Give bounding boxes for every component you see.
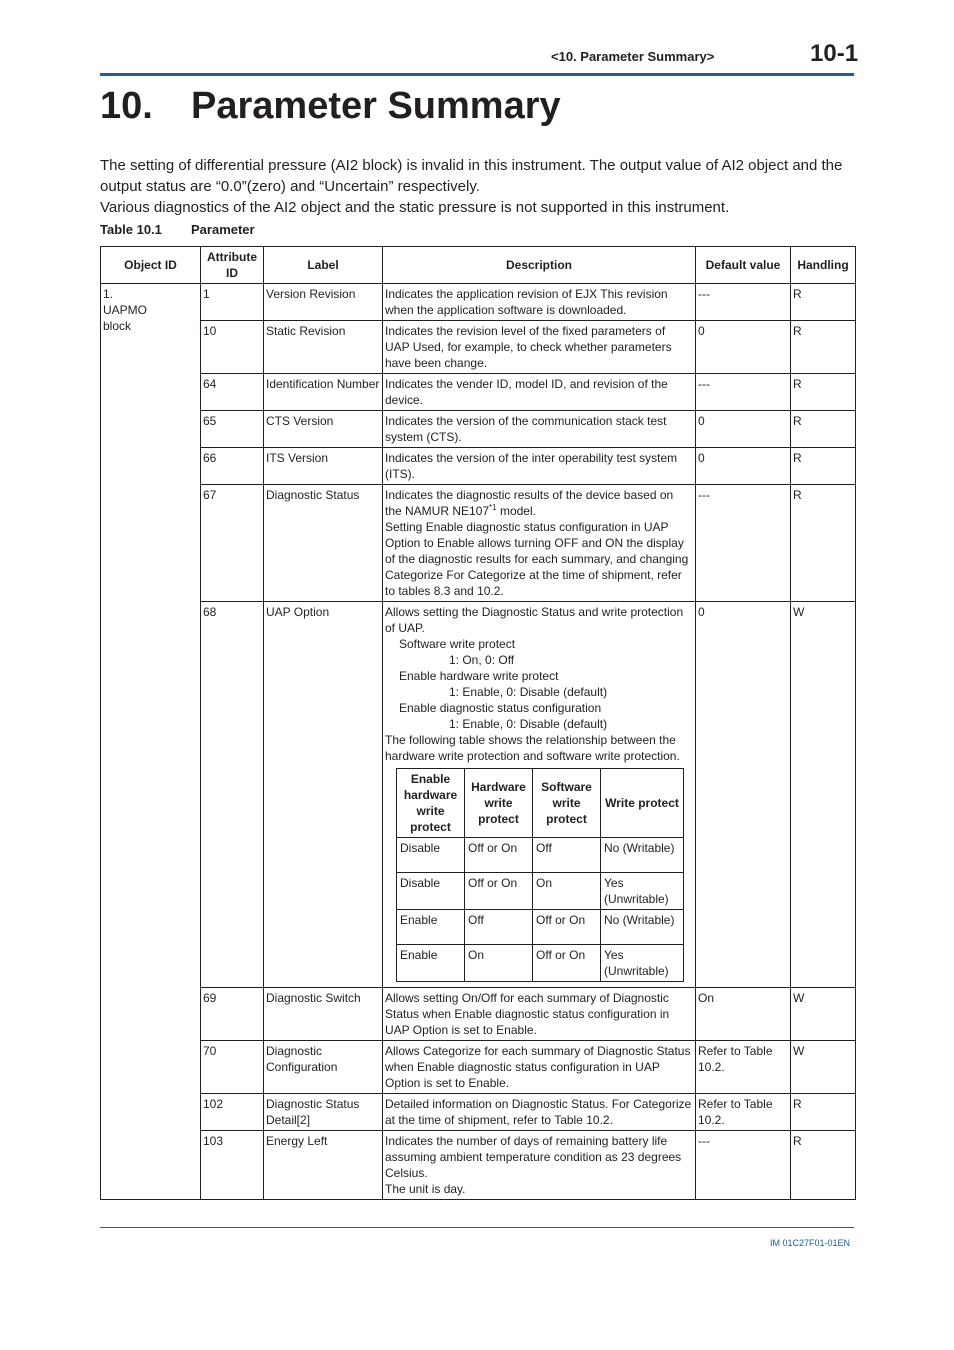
table-number: Table 10.1 bbox=[100, 222, 162, 237]
default-value: --- bbox=[696, 1131, 791, 1200]
handling: R bbox=[791, 374, 856, 411]
table-caption bbox=[100, 222, 255, 237]
table-row bbox=[101, 284, 856, 321]
header-label: Label bbox=[264, 247, 383, 284]
subtable-cell: Disable bbox=[397, 838, 465, 873]
description: Detailed information on Diagnostic Status. For Categorize at the time of shipment, refer to Table 10.2. bbox=[383, 1094, 696, 1131]
option-name: Software write protect bbox=[399, 637, 516, 651]
attribute-id: 69 bbox=[201, 988, 264, 1041]
label: Diagnostic Status Detail[2] bbox=[264, 1094, 383, 1131]
intro-paragraph: The setting of differential pressure (AI2 block) is invalid in this instrument. The output value of AI2 object and the output status are “0.0”(zero) and “Uncertain” respectively. bbox=[100, 157, 843, 195]
subtable-cell: Off or On bbox=[533, 910, 601, 945]
label: CTS Version bbox=[264, 411, 383, 448]
handling: R bbox=[791, 1131, 856, 1200]
subtable-cell: Enable bbox=[397, 945, 465, 982]
attribute-id: 65 bbox=[201, 411, 264, 448]
subtable-row bbox=[397, 945, 684, 982]
attribute-id: 67 bbox=[201, 485, 264, 602]
subtable-header-row bbox=[397, 769, 684, 838]
table-row bbox=[101, 485, 856, 602]
header-description: Description bbox=[383, 247, 696, 284]
subtable-cell: Off bbox=[465, 910, 533, 945]
label: Version Revision bbox=[264, 284, 383, 321]
table-row bbox=[101, 448, 856, 485]
table-row bbox=[101, 1131, 856, 1200]
description: Indicates the version of the inter operability test system (ITS). bbox=[383, 448, 696, 485]
subtable-cell: On bbox=[533, 873, 601, 910]
attribute-id: 64 bbox=[201, 374, 264, 411]
footnote-mark: *1 bbox=[489, 503, 497, 512]
default-value: --- bbox=[696, 374, 791, 411]
description: Indicates the revision level of the fixed parameters of UAP Used, for example, to check whether parameters have been change. bbox=[383, 321, 696, 374]
subtable-header: Write protect bbox=[601, 769, 684, 838]
description-text: Allows setting the Diagnostic Status and write protection of UAP. bbox=[385, 605, 684, 635]
option-values: 1: Enable, 0: Disable (default) bbox=[449, 717, 608, 731]
description-text: model. bbox=[496, 504, 536, 518]
subtable-cell: Yes (Unwritable) bbox=[601, 873, 684, 910]
subtable-cell: Yes (Unwritable) bbox=[601, 945, 684, 982]
attribute-id: 103 bbox=[201, 1131, 264, 1200]
subtable-cell: On bbox=[465, 945, 533, 982]
handling: R bbox=[791, 448, 856, 485]
label: Energy Left bbox=[264, 1131, 383, 1200]
default-value: Refer to Table 10.2. bbox=[696, 1041, 791, 1094]
default-value: 0 bbox=[696, 411, 791, 448]
page-number: 10-1 bbox=[810, 40, 859, 67]
attribute-id: 66 bbox=[201, 448, 264, 485]
subtable-cell: Off or On bbox=[465, 838, 533, 873]
handling: R bbox=[791, 485, 856, 602]
description-text: The unit is day. bbox=[385, 1182, 466, 1196]
chapter-number: 10. bbox=[100, 85, 153, 127]
write-protect-table bbox=[396, 768, 684, 982]
subtable-header: Hardware write protect bbox=[465, 769, 533, 838]
label: Identification Number bbox=[264, 374, 383, 411]
header-default-value: Default value bbox=[696, 247, 791, 284]
handling: R bbox=[791, 321, 856, 374]
document-id: IM 01C27F01-01EN bbox=[770, 1238, 851, 1248]
handling: R bbox=[791, 1094, 856, 1131]
description bbox=[383, 602, 696, 988]
table-row bbox=[101, 1094, 856, 1131]
intro-text bbox=[100, 155, 860, 218]
subtable-row bbox=[397, 910, 684, 945]
subtable-cell: No (Writable) bbox=[601, 910, 684, 945]
label: Diagnostic Status bbox=[264, 485, 383, 602]
option-name: Enable hardware write protect bbox=[399, 669, 559, 683]
label: ITS Version bbox=[264, 448, 383, 485]
footer-rule bbox=[100, 1227, 854, 1228]
subtable-row bbox=[397, 873, 684, 910]
object-id-cell bbox=[101, 284, 201, 1200]
subtable-cell: Enable bbox=[397, 910, 465, 945]
attribute-id: 10 bbox=[201, 321, 264, 374]
table-row bbox=[101, 988, 856, 1041]
parameter-table bbox=[100, 246, 856, 1200]
handling: W bbox=[791, 1041, 856, 1094]
option-name: Enable diagnostic status configuration bbox=[399, 701, 602, 715]
table-row bbox=[101, 374, 856, 411]
header-rule bbox=[100, 73, 854, 76]
default-value: Refer to Table 10.2. bbox=[696, 1094, 791, 1131]
description: Indicates the application revision of EJX This revision when the application software is downloaded. bbox=[383, 284, 696, 321]
subtable-cell: Off or On bbox=[465, 873, 533, 910]
header-attribute-id: Attribute ID bbox=[201, 247, 264, 284]
table-row bbox=[101, 321, 856, 374]
option-values: 1: On, 0: Off bbox=[449, 653, 515, 667]
subtable-row bbox=[397, 838, 684, 873]
subtable-header: Software write protect bbox=[533, 769, 601, 838]
header-object-id: Object ID bbox=[101, 247, 201, 284]
default-value: --- bbox=[696, 284, 791, 321]
description: Indicates the vender ID, model ID, and revision of the device. bbox=[383, 374, 696, 411]
handling: W bbox=[791, 602, 856, 988]
default-value: 0 bbox=[696, 448, 791, 485]
description-text: Indicates the diagnostic results of the device based on the NAMUR NE107 bbox=[385, 488, 674, 518]
running-header-section: <10. Parameter Summary> bbox=[551, 49, 715, 64]
object-block: block bbox=[103, 319, 132, 333]
table-row bbox=[101, 602, 856, 988]
table-header-row bbox=[101, 247, 856, 284]
chapter-title: Parameter Summary bbox=[191, 85, 561, 127]
intro-paragraph: Various diagnostics of the AI2 object and the static pressure is not supported in this instrument. bbox=[100, 199, 730, 216]
default-value: --- bbox=[696, 485, 791, 602]
default-value: 0 bbox=[696, 602, 791, 988]
attribute-id: 70 bbox=[201, 1041, 264, 1094]
default-value: 0 bbox=[696, 321, 791, 374]
attribute-id: 1 bbox=[201, 284, 264, 321]
label: UAP Option bbox=[264, 602, 383, 988]
description-text: The following table shows the relationship between the hardware write protection and software write protection. bbox=[385, 733, 680, 763]
description-text: Indicates the number of days of remaining battery life assuming ambient temperature condition as 23 degrees Celsius. bbox=[385, 1134, 682, 1180]
handling: R bbox=[791, 411, 856, 448]
label: Diagnostic Configuration bbox=[264, 1041, 383, 1094]
table-row bbox=[101, 411, 856, 448]
description: Allows setting On/Off for each summary of Diagnostic Status when Enable diagnostic status configuration in UAP Option is set to Enable. bbox=[383, 988, 696, 1041]
object-number: 1. bbox=[103, 287, 114, 301]
default-value: On bbox=[696, 988, 791, 1041]
label: Diagnostic Switch bbox=[264, 988, 383, 1041]
subtable-header: Enable hardware write protect bbox=[397, 769, 465, 838]
subtable-cell: Off or On bbox=[533, 945, 601, 982]
label: Static Revision bbox=[264, 321, 383, 374]
page-title bbox=[100, 84, 561, 128]
subtable-cell: Off bbox=[533, 838, 601, 873]
handling: R bbox=[791, 284, 856, 321]
description: Indicates the version of the communication stack test system (CTS). bbox=[383, 411, 696, 448]
table-row bbox=[101, 1041, 856, 1094]
attribute-id: 68 bbox=[201, 602, 264, 988]
option-values: 1: Enable, 0: Disable (default) bbox=[449, 685, 608, 699]
description: Allows Categorize for each summary of Diagnostic Status when Enable diagnostic status configuration in UAP Option is set to Enable. bbox=[383, 1041, 696, 1094]
subtable-cell: Disable bbox=[397, 873, 465, 910]
description-text: Setting Enable diagnostic status configuration in UAP Option to Enable allows turning OFF and ON the display of the diagnostic results for each summary, and changing Categorize For Categorize at the time of shipment, refer to tables 8.3 and 10.2. bbox=[385, 520, 689, 598]
description bbox=[383, 1131, 696, 1200]
attribute-id: 102 bbox=[201, 1094, 264, 1131]
table-title: Parameter bbox=[191, 222, 255, 237]
object-name: UAPMO bbox=[103, 303, 148, 317]
handling: W bbox=[791, 988, 856, 1041]
subtable-cell: No (Writable) bbox=[601, 838, 684, 873]
header-handling: Handling bbox=[791, 247, 856, 284]
description bbox=[383, 485, 696, 602]
